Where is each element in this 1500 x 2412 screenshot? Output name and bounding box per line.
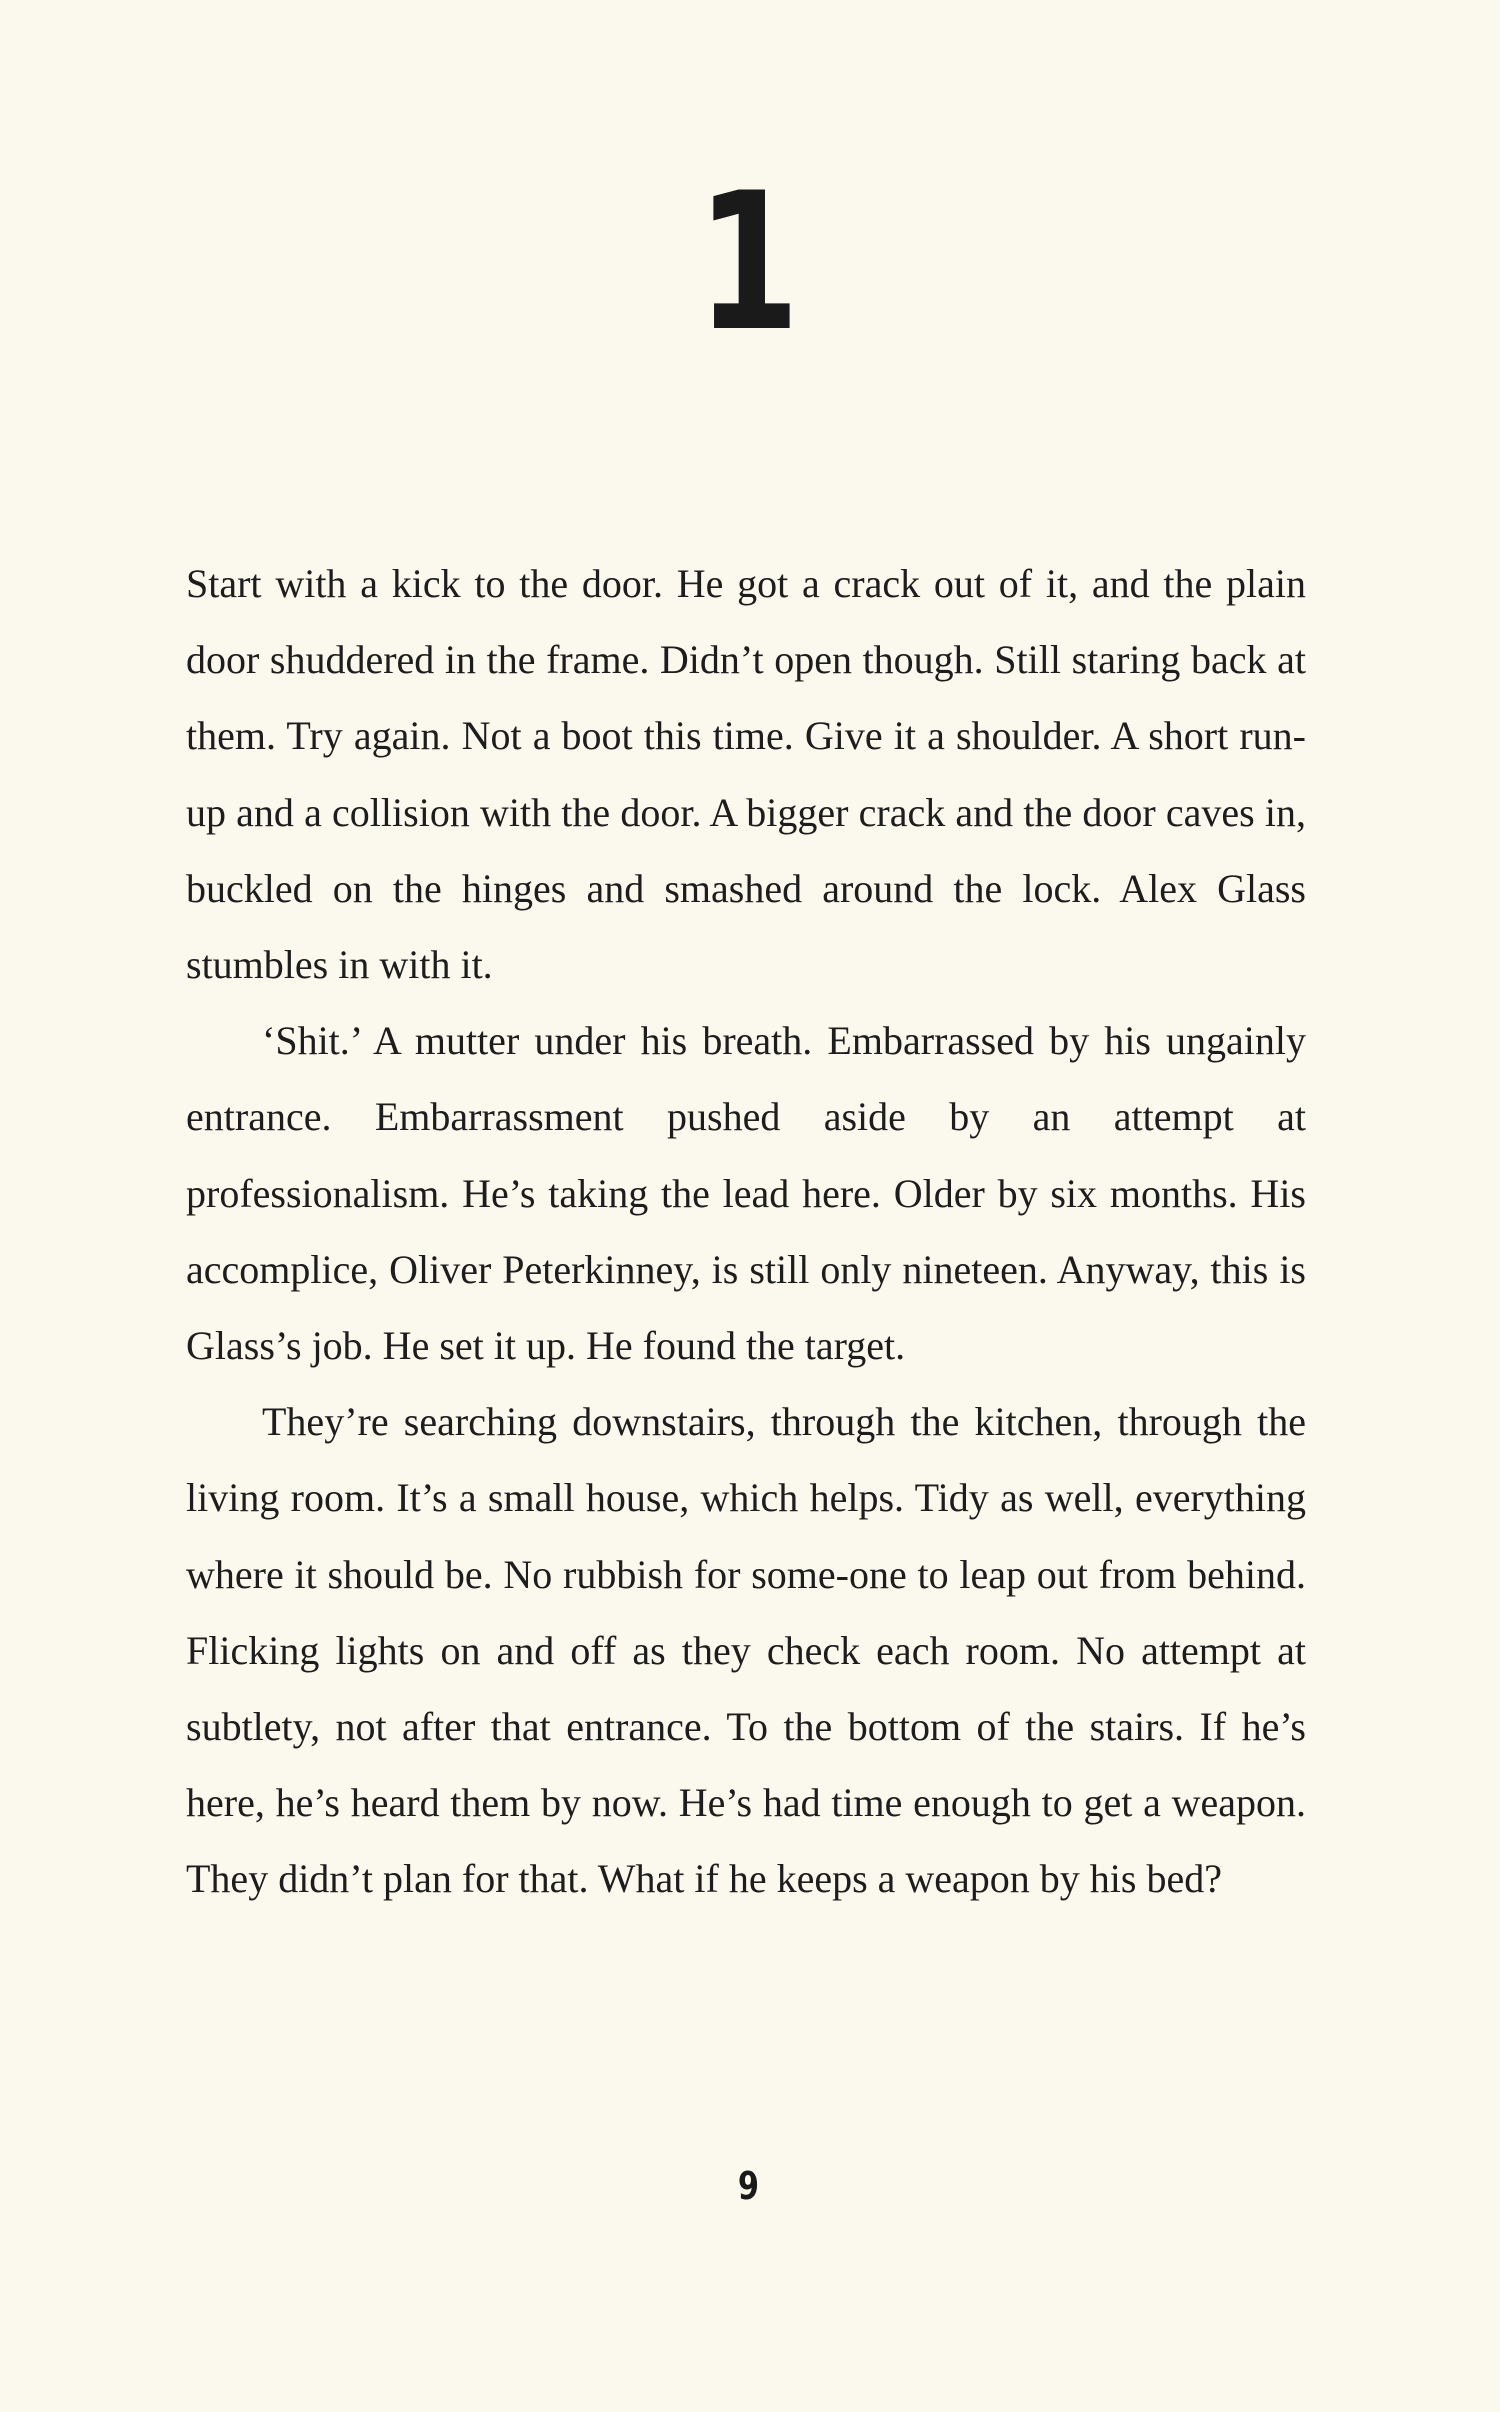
chapter-number: 1 [696, 152, 800, 373]
paragraph-3: They’re searching downstairs, through the kitchen, through the living room. It’s a small house, which helps. Tidy as well, everything where it should be. No rubbish for some-one to leap out from behind. Flicking lights on and off as they check each room. No attempt at subtlety, not after that entrance. To the bottom of the stairs. If he’s here, he’s heard them by now. He’s had time enough to get a weapon. They didn’t plan for that. What if he keeps a weapon by his bed? [186, 1399, 1306, 1902]
page-number: 9 [737, 2164, 759, 2208]
chapter-body-text [186, 546, 1306, 1918]
paragraph-1: Start with a kick to the door. He got a crack out of it, and the plain door shuddered in the frame. Didn’t open though. Still staring back at them. Try again. Not a boot this time. Give it a shoulder. A short run-up and a collision with the door. A bigger crack and the door caves in, buckled on the hinges and smashed around the lock. Alex Glass stumbles in with it. [186, 561, 1306, 988]
paragraph-2: ‘Shit.’ A mutter under his breath. Embarrassed by his ungainly entrance. Embarrassment pushed aside by an attempt at professionalism. He’s taking the lead here. Older by six months. His accomplice, Oliver Peterkinney, is still only nineteen. Anyway, this is Glass’s job. He set it up. He found the target. [186, 1018, 1306, 1369]
